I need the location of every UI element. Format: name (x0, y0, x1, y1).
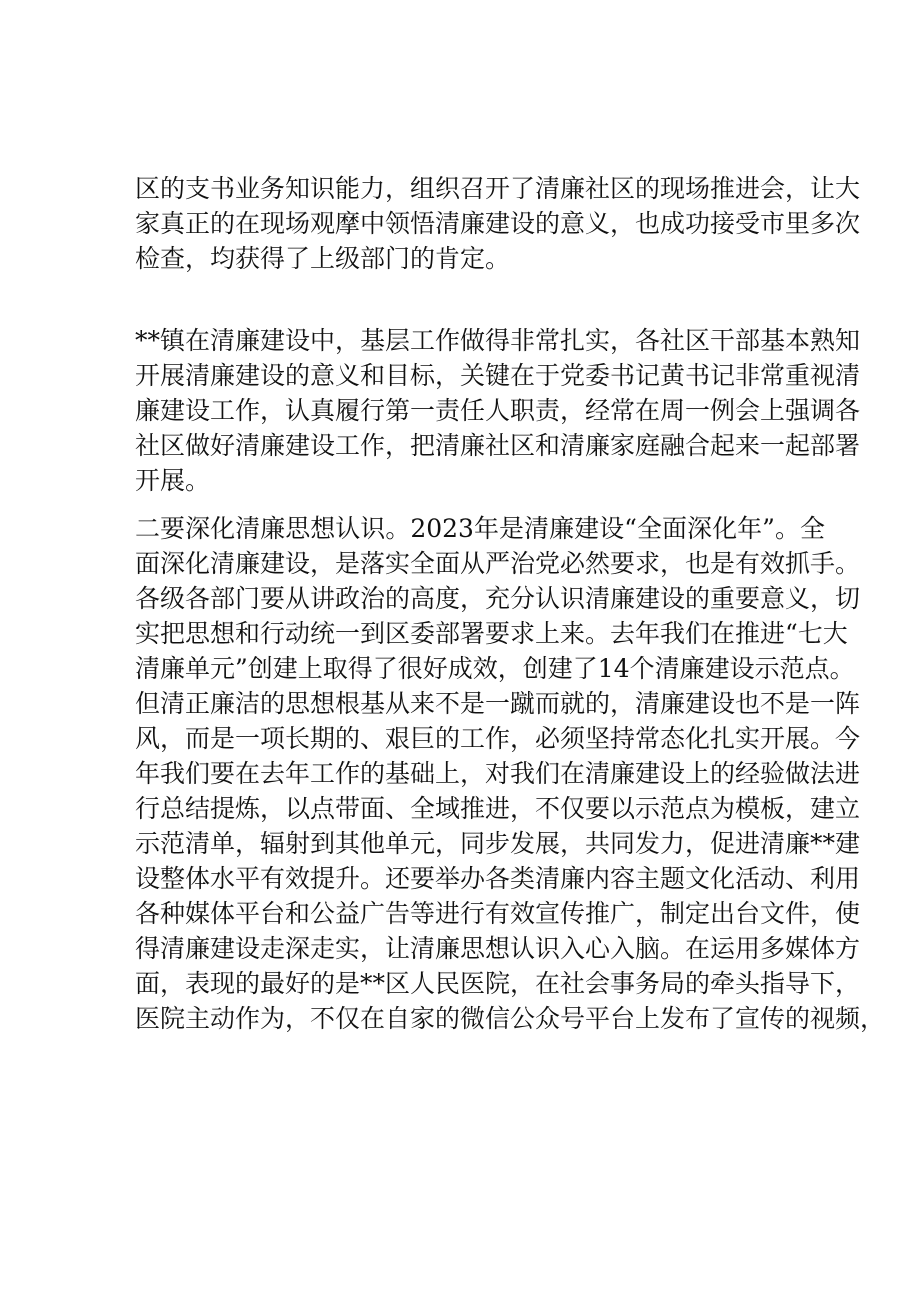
paragraph-line: 各级各部门要从讲政治的高度，充分认识清廉建设的重要意义，切 (135, 584, 861, 613)
paragraph-line: 社区做好清廉建设工作，把清廉社区和清廉家庭融合起来一起部署 (135, 431, 861, 460)
paragraph-line: 清廉单元”创建上取得了很好成效，创建了14个清廉建设示范点。 (135, 654, 855, 683)
paragraph-line: 得清廉建设走深走实，让清廉思想认识入心入脑。在运用多媒体方 (135, 934, 861, 963)
paragraph-line: 行总结提炼，以点带面、全域推进，不仅要以示范点为模板，建立 (135, 794, 861, 823)
paragraph-line: 开展。 (135, 466, 211, 495)
paragraph-line: 但清正廉洁的思想根基从来不是一蹴而就的，清廉建设也不是一阵 (135, 689, 861, 718)
paragraph-line: 各种媒体平台和公益广告等进行有效宣传推广，制定出台文件，使 (135, 899, 861, 928)
paragraph-line: 区的支书业务知识能力，组织召开了清廉社区的现场推进会，让大 (135, 174, 861, 203)
paragraph-line: 二要深化清廉思想认识。2023年是清廉建设“全面深化年”。全 (135, 514, 825, 543)
paragraph-line: 风，而是一项长期的、艰巨的工作，必须坚持常态化扎实开展。今 (135, 724, 861, 753)
paragraph-line: **镇在清廉建设中，基层工作做得非常扎实，各社区干部基本熟知 (135, 326, 861, 355)
paragraph-line: 年我们要在去年工作的基础上，对我们在清廉建设上的经验做法进 (135, 759, 861, 788)
paragraph-line: 面，表现的最好的是**区人民医院，在社会事务局的牵头指导下， (135, 969, 861, 998)
paragraph-line: 实把思想和行动统一到区委部署要求上来。去年我们在推进“七大 (135, 619, 848, 648)
paragraph-line: 示范清单，辐射到其他单元，同步发展，共同发力，促进清廉**建 (135, 829, 861, 858)
paragraph-line: 设整体水平有效提升。还要举办各类清廉内容主题文化活动、利用 (135, 864, 861, 893)
paragraph-line: 检查，均获得了上级部门的肯定。 (135, 244, 511, 273)
paragraph-line: 开展清廉建设的意义和目标，关键在于党委书记黄书记非常重视清 (135, 361, 861, 390)
paragraph-2 (135, 323, 861, 498)
paragraph-3 (135, 511, 886, 1036)
paragraph-line: 家真正的在现场观摩中领悟清廉建设的意义，也成功接受市里多次 (135, 209, 861, 238)
paragraph-line: 医院主动作为，不仅在自家的微信公众号平台上发布了宣传的视频， (135, 1004, 886, 1033)
paragraph-line: 廉建设工作，认真履行第一责任人职责，经常在周一例会上强调各 (135, 396, 861, 425)
paragraph-1 (135, 171, 861, 276)
paragraph-line: 面深化清廉建设，是落实全面从严治党必然要求，也是有效抓手。 (135, 549, 861, 578)
